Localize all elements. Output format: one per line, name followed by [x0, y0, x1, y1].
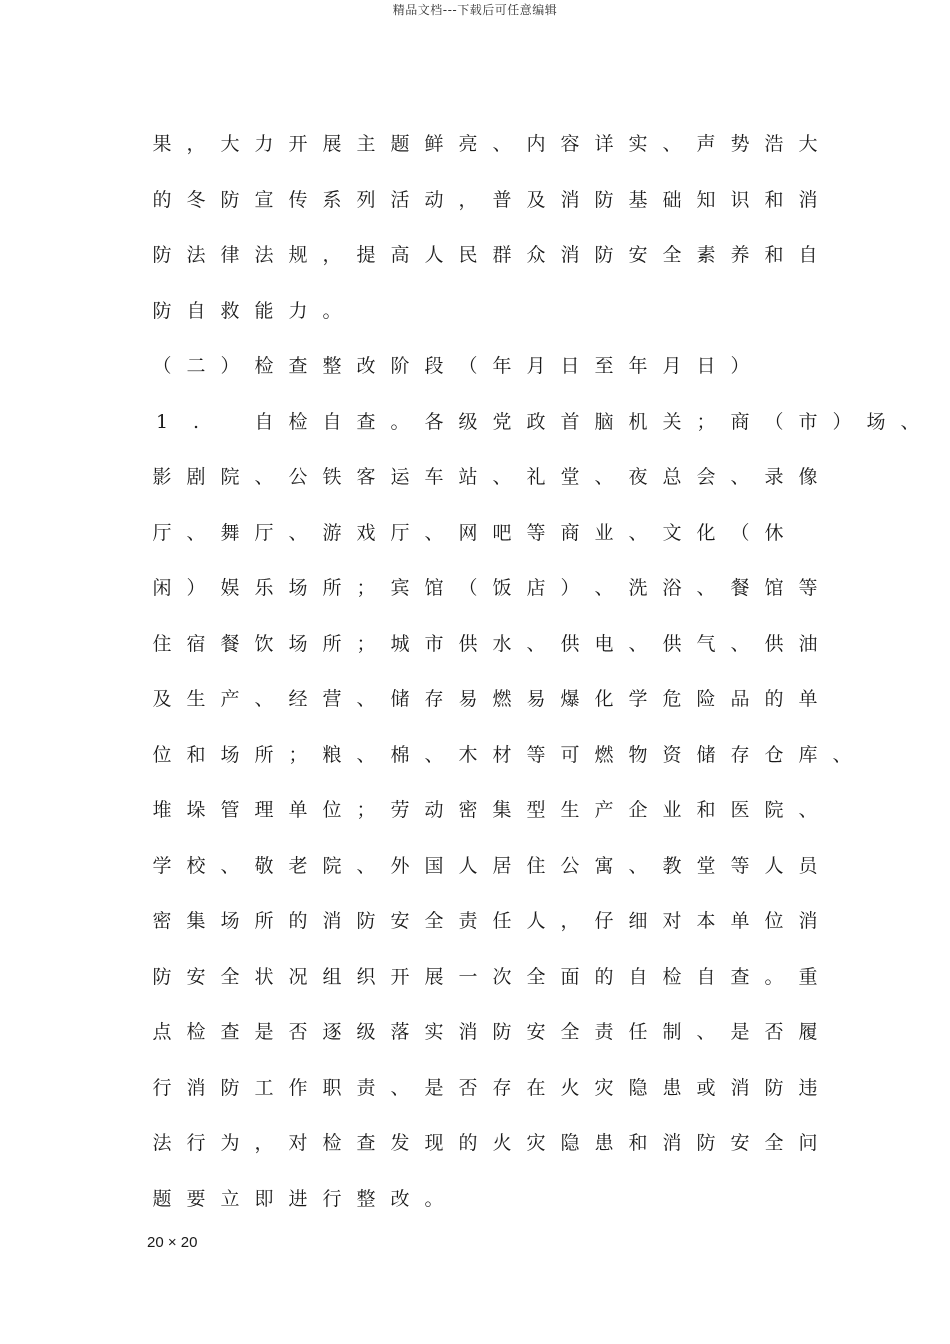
page-header: 精品文档---下载后可任意编辑: [392, 3, 558, 17]
text-line: 学 校 、 敬 老 院 、 外 国 人 居 住 公 寓 、 教 堂 等 人 员: [152, 854, 818, 877]
section-heading: （ 二 ） 检 查 整 改 阶 段 （ 年 月 日 至 年 月 日 ）: [152, 355, 750, 377]
text-line: 果 ， 大 力 开 展 主 题 鲜 亮 、 内 容 详 实 、 声 势 浩 大: [152, 133, 818, 155]
text-line: 行 消 防 工 作 职 责 、 是 否 存 在 火 灾 隐 患 或 消 防 违: [152, 1076, 818, 1099]
text-line: 题 要 立 即 进 行 整 改 。: [152, 1187, 444, 1210]
text-line: 的 冬 防 宣 传 系 列 活 动 ， 普 及 消 防 基 础 知 识 和 消: [152, 188, 818, 211]
document-body: [145, 128, 920, 1238]
text-line: 厅 、 舞 厅 、 游 戏 厅 、 网 吧 等 商 业 、 文 化 （ 休: [152, 521, 784, 544]
text-line: 及 生 产 、 经 营 、 储 存 易 燃 易 爆 化 学 危 险 品 的 单: [152, 688, 818, 710]
text-line: 闲 ） 娱 乐 场 所 ； 宾 馆 （ 饭 店 ） 、 洗 浴 、 餐 馆 等: [152, 577, 818, 599]
text-line: 法 行 为 ， 对 检 查 发 现 的 火 灾 隐 患 和 消 防 安 全 问: [152, 1132, 818, 1154]
text-line: 防 安 全 状 况 组 织 开 展 一 次 全 面 的 自 检 自 查 。 重: [152, 965, 818, 988]
text-line: 住 宿 餐 饮 场 所 ； 城 市 供 水 、 供 电 、 供 气 、 供 油: [152, 632, 818, 655]
text-line: 点 检 查 是 否 逐 级 落 实 消 防 安 全 责 任 制 、 是 否 履: [152, 1021, 818, 1043]
text-line: 防 法 律 法 规 ， 提 高 人 民 群 众 消 防 安 全 素 养 和 自: [152, 244, 818, 266]
text-line: 堆 垛 管 理 单 位 ； 劳 动 密 集 型 生 产 企 业 和 医 院 、: [152, 799, 818, 821]
text-line: 位 和 场 所 ； 粮 、 棉 、 木 材 等 可 燃 物 资 储 存 仓 库 、: [152, 743, 852, 766]
text-line: 影 剧 院 、 公 铁 客 运 车 站 、 礼 堂 、 夜 总 会 、 录 像: [152, 466, 818, 488]
grid-size-label: 20 × 20: [147, 1234, 198, 1251]
text-line: 密 集 场 所 的 消 防 安 全 责 任 人 ， 仔 细 对 本 单 位 消: [152, 910, 818, 932]
text-line: 1 . 自 检 自 查 。 各 级 党 政 首 脑 机 关 ； 商 （ 市 ） 场 、: [155, 410, 920, 433]
text-line: 防 自 救 能 力 。: [152, 299, 342, 322]
